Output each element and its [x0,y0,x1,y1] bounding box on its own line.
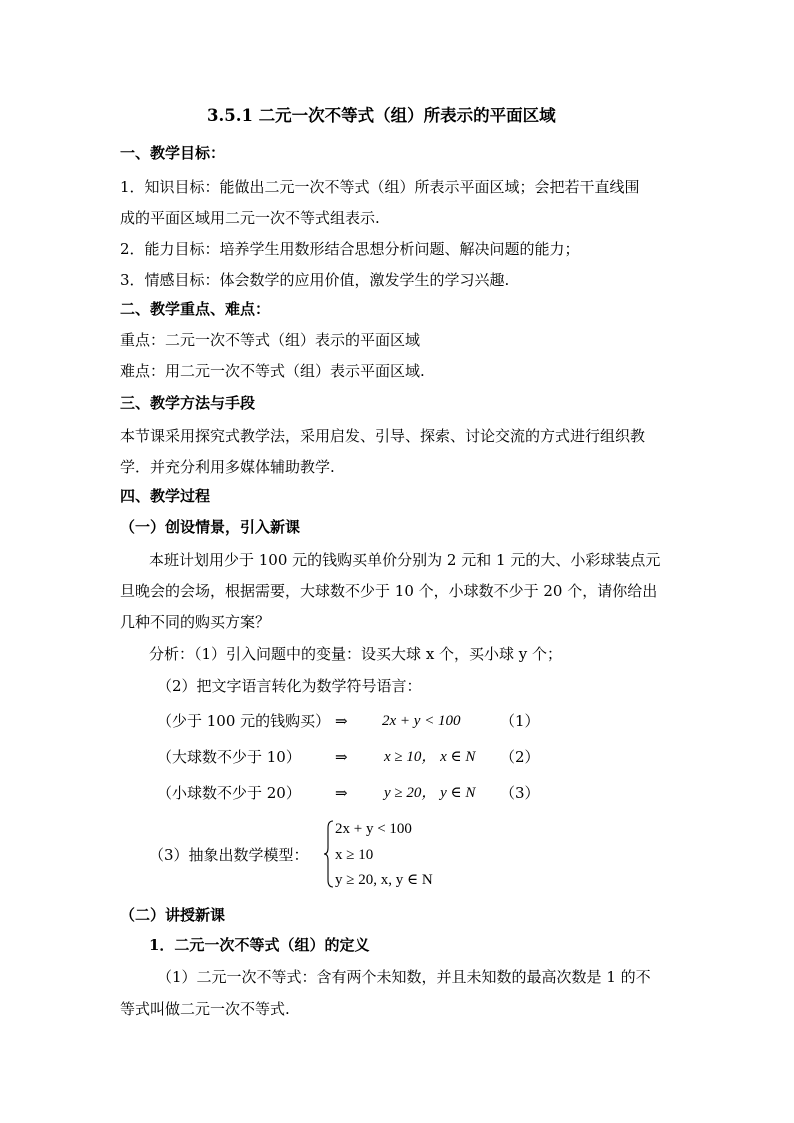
definition-line: （1）二元一次不等式：含有两个未知数，并且未知数的最高次数是 1 的不 [157,968,651,986]
problem-paragraph-line: 本班计划用少于 100 元的钱购买单价分别为 2 元和 1 元的大、小彩球装点元 [149,551,661,569]
objective-line: 3．情感目标：体会数学的应用价值，激发学生的学习兴趣. [120,271,510,289]
subsection-heading: （二）讲授新课 [120,906,226,924]
analysis-line: （2）把文字语言转化为数学符号语言： [157,677,422,695]
condition-text: （小球数不少于 20） [157,784,301,802]
inequality-expression: 2x + y < 100 [382,713,461,729]
objective-line: 2．能力目标：培养学生用数形结合思想分析问题、解决问题的能力； [120,240,580,258]
implies-arrow: ⇒ [335,748,348,766]
definition-line: 等式叫做二元一次不等式. [120,1000,290,1018]
section-heading-process: 四、教学过程 [120,487,211,505]
subsection-heading: （一）创设情景，引入新课 [120,518,301,536]
keypoint-line: 重点：二元一次不等式（组）表示的平面区域 [120,331,421,349]
page-title: 3.5.1 二元一次不等式（组）所表示的平面区域 [207,106,556,125]
objective-line: 成的平面区域用二元一次不等式组表示. [120,209,380,227]
section-heading-objectives: 一、教学目标： [120,144,226,162]
definition-heading: 1．二元一次不等式（组）的定义 [149,936,370,954]
keypoint-line: 难点：用二元一次不等式（组）表示平面区域. [120,362,425,380]
inequality-expression: x ≥ 10， x ∈ N [384,749,476,765]
inequality-expression: y ≥ 20， y ∈ N [384,785,476,801]
system-line: 2x + y < 100 [335,821,412,837]
model-label: （3）抽象出数学模型： [149,846,309,864]
equation-number: （3） [500,784,540,802]
section-heading-keypoints: 二、教学重点、难点： [120,300,271,318]
equation-number: （2） [500,748,540,766]
system-line: x ≥ 10 [335,847,374,863]
left-brace-icon [323,820,335,888]
problem-paragraph-line: 几种不同的购买方案？ [120,613,271,631]
methods-line: 学．并充分利用多媒体辅助教学. [120,458,335,476]
implies-arrow: ⇒ [335,712,348,730]
objective-line: 1．知识目标：能做出二元一次不等式（组）所表示平面区域；会把若干直线围 [120,178,640,196]
methods-line: 本节课采用探究式教学法，采用启发、引导、探索、讨论交流的方式进行组织教 [120,427,646,445]
section-heading-methods: 三、教学方法与手段 [120,394,256,412]
implies-arrow: ⇒ [335,784,348,802]
equation-number: （1） [500,712,540,730]
system-line: y ≥ 20, x, y ∈ N [335,872,433,888]
condition-text: （少于 100 元的钱购买） [157,712,331,730]
condition-text: （大球数不少于 10） [157,748,301,766]
problem-paragraph-line: 旦晚会的会场，根据需要，大球数不少于 10 个，小球数不少于 20 个，请你给出 [120,582,658,600]
analysis-line: 分析：（1）引入问题中的变量：设买大球 x 个，买小球 y 个； [149,645,563,663]
